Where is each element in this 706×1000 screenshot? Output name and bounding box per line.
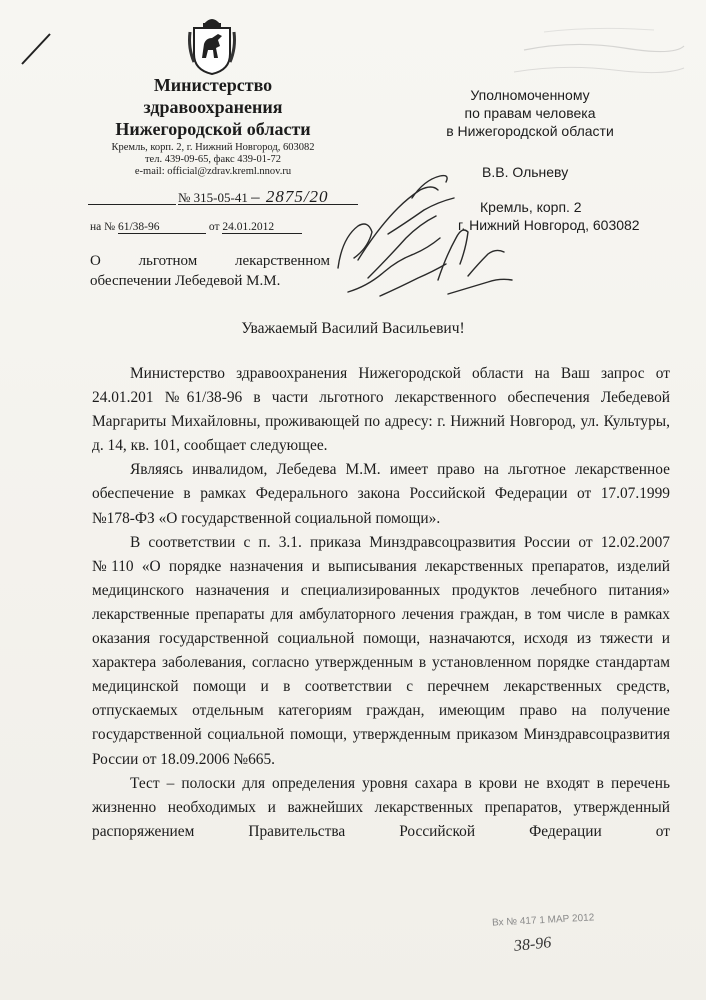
ministry-title-line: Нижегородской области: [115, 119, 311, 139]
reference-date-prefix: от: [208, 221, 220, 233]
letter-body: [92, 362, 670, 844]
ministry-title-line: Министерство: [153, 75, 273, 95]
handwritten-number: – 2875/20: [251, 187, 329, 206]
addressee-line: по правам человека: [464, 105, 596, 121]
addressee-block: [425, 86, 635, 140]
body-paragraph: В соответствии с п. 3.1. приказа Минздравсоцразвития России от 12.02.2007 №110 «О порядке назначения и выписывания лекарственных препаратов, изделий медицинского назначения и специализированных продуктов лечебного питания» лекарственные препараты для амбулаторного лечения граждан, в том числе в рамках оказания государственной социальной помощи, назначаются, исходя из тяжести и характера заболевания, согласно утвержденным в установленном порядке стандартам медицинской помощи и в соответствии с перечнем лекарственных средств, отпускаемых отдельным категориям граждан, имеющим право на получение государственной социальной помощи, утвержденным приказом Минздравсоцразвития России от 18.09.2006 №665.: [92, 533, 670, 768]
pen-slash-mark: [16, 28, 56, 68]
addressee-street: Кремль, корп. 2: [480, 199, 582, 215]
reference-number: 61/38-96: [118, 221, 206, 234]
addressee-line: Уполномоченному: [470, 87, 590, 103]
ministry-email: e-mail: official@zdrav.kreml.nnov.ru: [134, 166, 292, 177]
number-sign: №: [178, 190, 191, 205]
ministry-phone: тел. 439-09-65, факс 439-01-72: [144, 154, 282, 165]
body-paragraph: Тест – полоски для определения уровня сахара в крови не входят в перечень жизненно необходимых и важнейших лекарственных препаратов, утвержденный распоряжением Правительства Российской Федерации от: [92, 774, 670, 840]
letter-subject: О льготном лекарственном обеспечении Лебедевой М.М.: [90, 253, 330, 289]
body-paragraph: Министерство здравоохранения Нижегородской области на Ваш запрос от 24.01.201 №61/38-96 в части льготного лекарственного обеспечения Лебедевой Маргариты Михайловны, проживающей по адресу: г. Нижний Новгород, ул. Культуры, д. 14, кв. 101, сообщает следующее.: [92, 365, 670, 455]
reference-date: 24.01.2012: [222, 221, 302, 234]
date-blank-line: [88, 204, 176, 205]
addressee-name: В.В. Ольневу: [482, 164, 569, 180]
addressee-line: в Нижегородской области: [446, 123, 614, 139]
ministry-title-line: здравоохранения: [143, 97, 283, 117]
ministry-address: Кремль, корп. 2, г. Нижний Новгород, 603082: [111, 142, 315, 153]
coat-of-arms-emblem: [186, 14, 238, 76]
ministry-title: [70, 74, 356, 140]
reference-prefix: на №: [90, 221, 116, 233]
addressee-city: г. Нижний Новгород, 603082: [458, 217, 640, 233]
reference-line: [90, 221, 302, 234]
outgoing-number-value: 315-05-41: [193, 190, 248, 205]
salutation: Уважаемый Василий Васильевич!: [241, 320, 465, 337]
body-paragraph: Являясь инвалидом, Лебедева М.М. имеет право на льготное лекарственное обеспечение в рамках Федерального закона Российской Федерации от 17.07.1999 №178-ФЗ «О государственной социальной помощи».: [92, 461, 670, 527]
ministry-contacts: [70, 142, 356, 178]
handwritten-resolution: [328, 168, 518, 308]
incoming-stamp: Вх № 417 1 МАР 2012: [491, 912, 595, 929]
faded-stamp-mark: [484, 20, 694, 90]
incoming-handwritten-ref: 38-96: [513, 934, 553, 955]
